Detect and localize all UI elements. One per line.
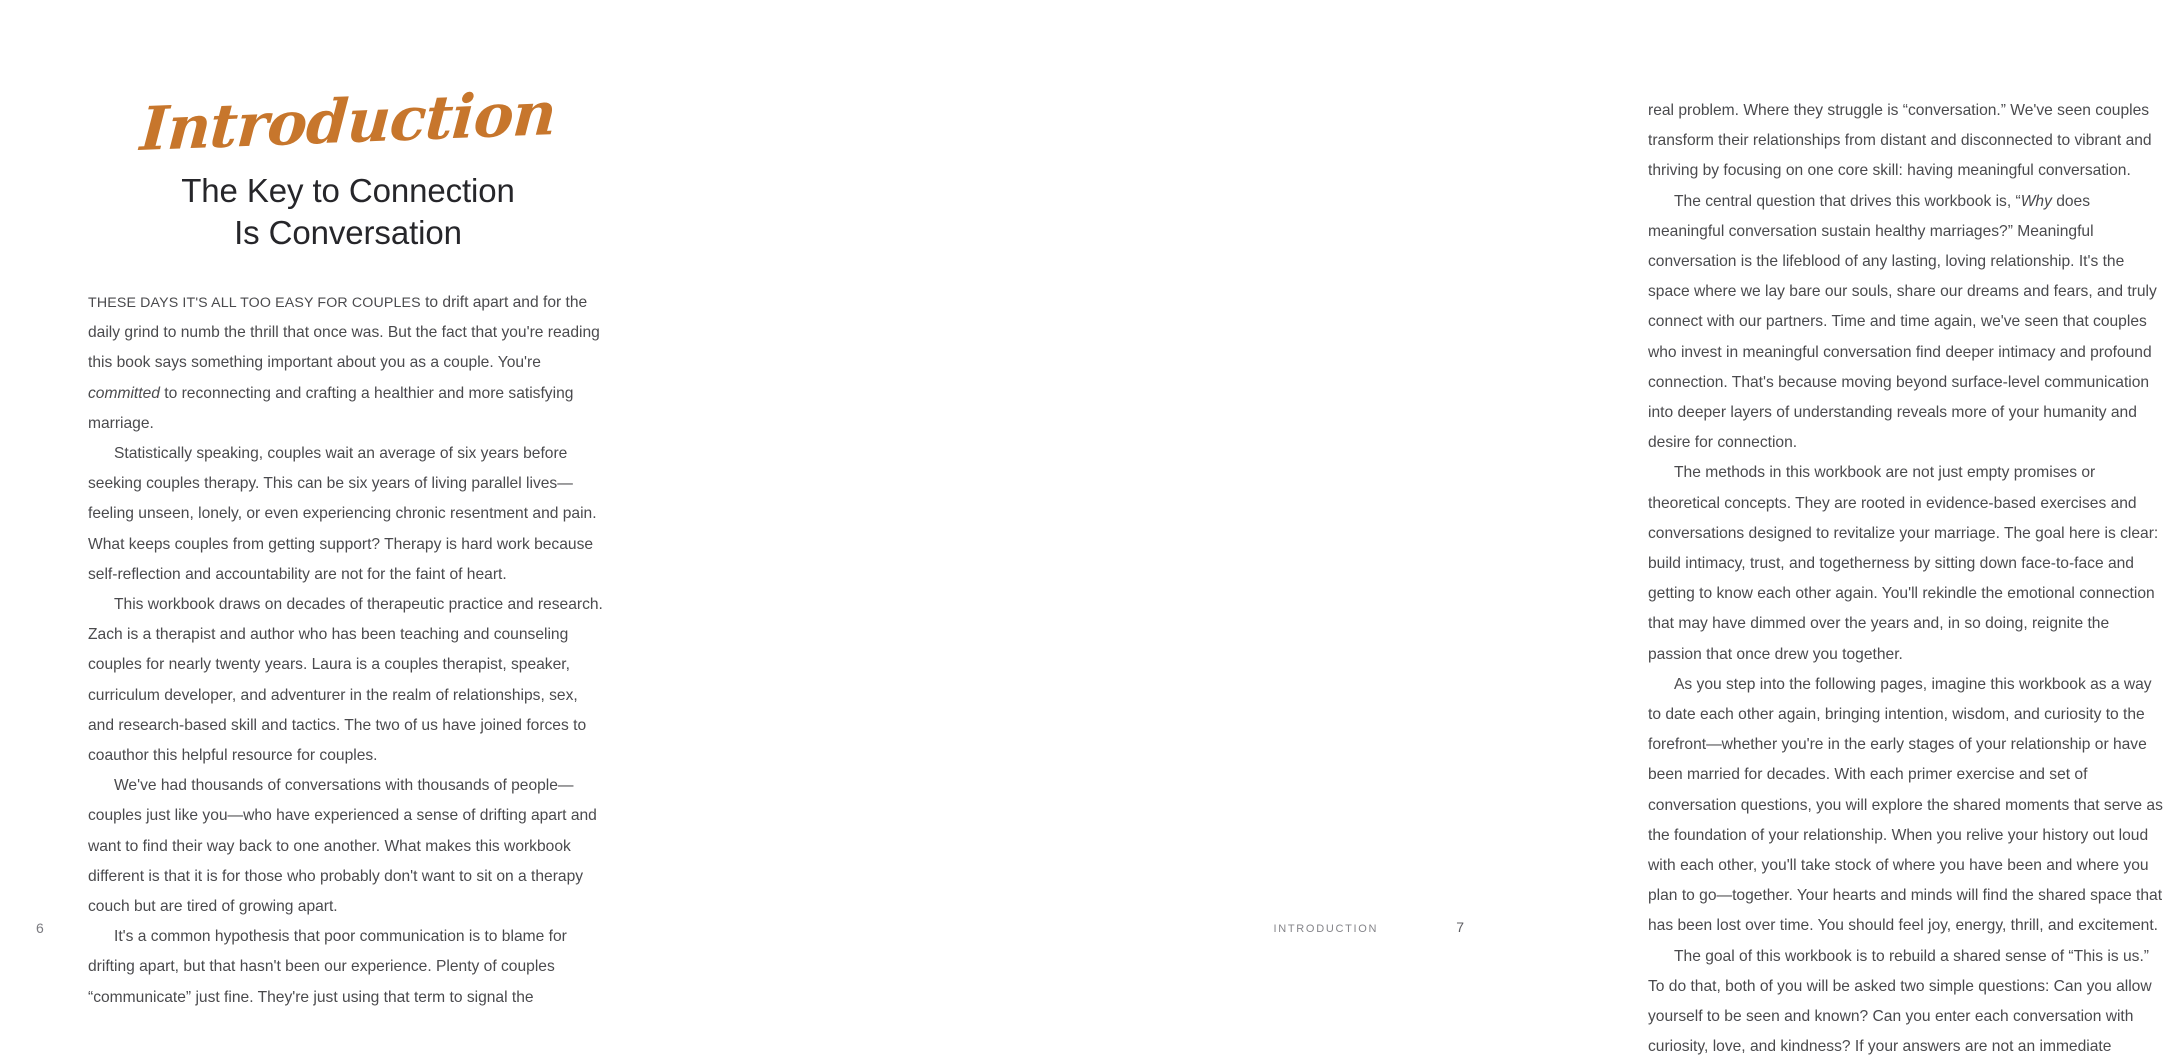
paragraph-text-before-italic: The central question that drives this workbook is, “ — [1674, 192, 2021, 210]
emphasis-why: Why — [2020, 192, 2052, 210]
small-caps-opener: THESE DAYS IT'S ALL TOO EASY FOR COUPLES — [88, 295, 421, 311]
paragraph — [88, 288, 607, 439]
paragraph-text-before-italic: to drift apart and for the daily grind to numb the thrill that once was. But the fact that you're reading this book says something important about you as a couple. You're — [88, 294, 600, 372]
page-number-left: 6 — [36, 920, 44, 936]
chapter-heading — [88, 78, 608, 254]
body-column-right — [1648, 96, 2167, 1063]
page-left — [0, 0, 750, 1006]
paragraph: The methods in this workbook are not just empty promises or theoretical concepts. They are rooted in evidence-based exercises and conversations designed to revitalize your marriage. The goal here is clear: build intimacy, trust, and togetherness by sitting down face-to-face and getting to know each other again. You'll rekindle the emotional connection that may have dimmed over the years and, in so doing, reignite the passion that once drew you together. — [1648, 464, 2159, 663]
page-number-right: 7 — [1456, 919, 1464, 935]
paragraph: As you step into the following pages, imagine this workbook as a way to date each other again, bringing intention, wisdom, and curiosity to the forefront—whether you're in the early stages of your relationship or have been married for decades. With each primer exercise and set of conversation questions, you will explore the shared moments that serve as the foundation of your relationship. When you relive your history out loud with each other, you'll take stock of where you have been and where you plan to go—together. Your hearts and minds will find the shared space that has been lost over time. You should feel joy, energy, thrill, and excitement. — [1648, 675, 2163, 935]
chapter-subtitle-line-2: Is Conversation — [234, 213, 462, 251]
paragraph-text-after-italic: to reconnecting and crafting a healthier and more satisfying marriage. — [88, 384, 574, 432]
paragraph: It's a common hypothesis that poor communication is to blame for drifting apart, but that hasn't been our experience. Plenty of couples “communicate” just fine. They're just using that term to signal the — [88, 928, 567, 1006]
running-foot-right — [1273, 920, 1464, 935]
paragraph — [1648, 187, 2167, 459]
emphasis-committed: committed — [88, 384, 160, 402]
chapter-subtitle-line-1: The Key to Connection — [181, 172, 515, 209]
chapter-script-title: Introduction — [138, 78, 558, 166]
paragraph: Statistically speaking, couples wait an average of six years before seeking couples therapy. This can be six years of living parallel lives—feeling unseen, lonely, or even experiencing chronic resentment and pain. What keeps couples from getting support? Therapy is hard work because self-reflection and accountability are not for the faint of heart. — [88, 445, 597, 583]
paragraph: real problem. Where they struggle is “conversation.” We've seen couples transform their relationships from distant and disconnected to vibrant and thriving by focusing on one core skill: having meaningful conversation. — [1648, 102, 2152, 180]
chapter-subtitle — [88, 170, 608, 254]
paragraph: We've had thousands of conversations with thousands of people—couples just like you—who have experienced a sense of drifting apart and want to find their way back to one another. What makes this workbook different is that it is for those who probably don't want to sit on a therapy couch but are tired of growing apart. — [88, 777, 597, 916]
running-head-label: INTRODUCTION — [1273, 923, 1379, 935]
page-right — [750, 0, 2163, 1056]
paragraph: The goal of this workbook is to rebuild a shared sense of “This is us.” To do that, both of you will be asked two simple questions: Can you allow yourself to be seen and known? Can you enter each conversation with curiosity, love, and kindness? If your answers are not an immediate — [1648, 947, 2152, 1056]
body-column-left — [88, 288, 607, 1013]
paragraph: This workbook draws on decades of therapeutic practice and research. Zach is a therapist and author who has been teaching and counseling couples for nearly twenty years. Laura is a couples therapist, speaker, curriculum developer, and adventurer in the realm of relationships, sex, and research-based skill and tactics. The two of us have joined forces to coauthor this helpful resource for couples. — [88, 596, 603, 765]
paragraph-text-after-italic: does meaningful conversation sustain healthy marriages?” Meaningful conversation is the lifeblood of any lasting, loving relationship. It's the space where we lay bare our souls, share our dreams and fears, and truly connect with our partners. Time and time again, we've seen that couples who invest in meaningful conversation find deeper intimacy and profound connection. That's because moving beyond surface-level communication into deeper layers of understanding reveals more of your humanity and desire for connection. — [1648, 192, 2157, 452]
